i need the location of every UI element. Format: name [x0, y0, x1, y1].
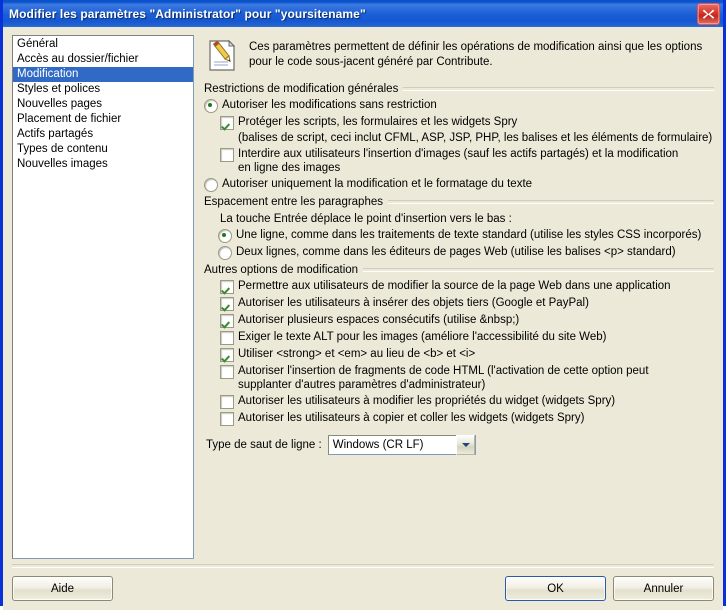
checkbox-copy-paste-widgets-row[interactable]: [204, 411, 714, 426]
radio-one-line-row[interactable]: [204, 228, 714, 243]
checkbox-multiple-spaces-label[interactable]: Autoriser plusieurs espaces consécutifs (utilise &nbsp;): [238, 314, 520, 326]
radio-text-only[interactable]: [204, 178, 218, 192]
checkbox-third-party-objects[interactable]: [220, 297, 234, 311]
checkbox-require-alt-text-label[interactable]: Exiger le texte ALT pour les images (améliore l'accessibilité du site Web): [238, 331, 607, 343]
protect-scripts-note: (balises de script, ceci inclut CFML, ASP, JSP, PHP, les balises et les éléments de formulaire): [238, 132, 713, 144]
checkbox-html-snippets[interactable]: [220, 365, 234, 379]
line-break-type-value: Windows (CR LF): [332, 439, 424, 451]
radio-text-only-row[interactable]: [204, 177, 714, 192]
group-title: Espacement entre les paragraphes: [204, 196, 383, 208]
footer-divider: [12, 564, 714, 568]
page-with-pencil-glyph: [207, 37, 241, 73]
group-editing-restrictions: [204, 82, 714, 192]
radio-unrestricted-label[interactable]: Autoriser les modifications sans restriction: [222, 99, 437, 111]
sidebar-item-file-placement[interactable]: Placement de fichier: [17, 113, 122, 125]
checkbox-require-alt-text-row[interactable]: [204, 330, 714, 345]
checkbox-protect-scripts-label[interactable]: Protéger les scripts, les formulaires et les widgets Spry: [238, 116, 518, 128]
sidebar-item-general[interactable]: Général: [17, 38, 58, 50]
checkbox-edit-widget-properties-label[interactable]: Autoriser les utilisateurs à modifier les propriétés du widget (widgets Spry): [238, 395, 616, 407]
help-button[interactable]: Aide: [12, 576, 113, 601]
checkbox-forbid-images-label[interactable]: Interdire aux utilisateurs l'insertion d'images (sauf les actifs partagés) et la modification en ligne des images: [238, 148, 679, 174]
group-header: [204, 263, 714, 277]
chevron-down-icon[interactable]: [456, 435, 475, 455]
group-header: [204, 195, 714, 209]
close-icon[interactable]: [697, 3, 720, 25]
checkbox-strong-em-row[interactable]: [204, 347, 714, 362]
line-break-type-row: [204, 435, 714, 455]
close-x-glyph: [701, 7, 716, 21]
sidebar-item-new-pages[interactable]: Nouvelles pages: [17, 98, 103, 110]
sidebar-item-folder-file-access[interactable]: Accès au dossier/fichier: [17, 53, 139, 65]
group-divider: [363, 268, 714, 272]
checkbox-copy-paste-widgets[interactable]: [220, 412, 234, 426]
line-break-type-label: Type de saut de ligne :: [206, 439, 322, 451]
radio-text-only-label[interactable]: Autoriser uniquement la modification et le formatage du texte: [222, 178, 533, 190]
sidebar-item-styles-fonts[interactable]: Styles et polices: [17, 83, 101, 95]
pane-description: Ces paramètres permettent de définir les opérations de modification ainsi que les options pour le code sous-jacent généré par Contribute.: [249, 41, 703, 68]
settings-pane: [194, 35, 714, 559]
group-other-options: [204, 263, 714, 455]
radio-two-lines-label[interactable]: Deux lignes, comme dans les éditeurs de pages Web (utilise les balises <p> standard): [236, 246, 676, 258]
radio-one-line-label[interactable]: Une ligne, comme dans les traitements de texte standard (utilise les styles CSS incorporés): [236, 229, 702, 241]
checkbox-edit-source-label[interactable]: Permettre aux utilisateurs de modifier la source de la page Web dans une application: [238, 280, 671, 292]
checkbox-multiple-spaces-row[interactable]: [204, 313, 714, 328]
sidebar-item-new-images[interactable]: Nouvelles images: [17, 158, 108, 170]
radio-two-lines-row[interactable]: [204, 245, 714, 260]
checkbox-protect-scripts[interactable]: [220, 116, 234, 130]
checkbox-multiple-spaces[interactable]: [220, 314, 234, 328]
checkbox-strong-em-label[interactable]: Utiliser <strong> et <em> au lieu de <b> et <i>: [238, 348, 476, 360]
checkbox-edit-widget-properties-row[interactable]: [204, 394, 714, 409]
checkbox-forbid-images-row[interactable]: [204, 147, 714, 175]
page-with-pencil-icon: [207, 37, 241, 73]
group-paragraph-spacing: [204, 195, 714, 260]
radio-unrestricted-row[interactable]: [204, 98, 714, 113]
checkbox-protect-scripts-row[interactable]: [204, 115, 714, 130]
radio-two-lines[interactable]: [218, 246, 232, 260]
group-header: [204, 82, 714, 96]
title-bar: [3, 0, 723, 27]
sidebar-item-modification[interactable]: Modification: [13, 67, 193, 82]
checkbox-edit-source[interactable]: [220, 280, 234, 294]
sidebar-item-content-types[interactable]: Types de contenu: [17, 143, 108, 155]
group-divider: [403, 87, 714, 91]
checkbox-third-party-objects-row[interactable]: [204, 296, 714, 311]
checkbox-html-snippets-label[interactable]: Autoriser l'insertion de fragments de code HTML (l'activation de cette option peut supplanter d'autres paramètres d'administrateur): [238, 365, 649, 391]
window-title: Modifier les paramètres "Administrator" pour "yoursitename": [9, 6, 366, 21]
group-title: Restrictions de modification générales: [204, 83, 399, 95]
checkbox-edit-widget-properties[interactable]: [220, 395, 234, 409]
cancel-button[interactable]: Annuler: [613, 576, 714, 601]
line-break-type-select[interactable]: [328, 435, 476, 455]
dialog-footer: [12, 564, 714, 610]
checkbox-require-alt-text[interactable]: [220, 331, 234, 345]
group-title: Autres options de modification: [204, 264, 359, 276]
dialog-body: [3, 27, 723, 610]
ok-button[interactable]: OK: [505, 576, 606, 601]
checkbox-html-snippets-row[interactable]: [204, 364, 714, 392]
pane-header: [204, 35, 714, 79]
checkbox-strong-em[interactable]: [220, 348, 234, 362]
radio-one-line[interactable]: [218, 229, 232, 243]
content-row: [12, 35, 714, 559]
group-divider: [388, 200, 714, 204]
checkbox-copy-paste-widgets-label[interactable]: Autoriser les utilisateurs à copier et coller les widgets (widgets Spry): [238, 412, 585, 424]
spacing-prompt: La touche Entrée déplace le point d'insertion vers le bas :: [220, 213, 512, 225]
checkbox-forbid-images[interactable]: [220, 148, 234, 162]
radio-unrestricted[interactable]: [204, 99, 218, 113]
category-list[interactable]: [12, 35, 194, 559]
checkbox-edit-source-row[interactable]: [204, 279, 714, 294]
sidebar-item-shared-assets[interactable]: Actifs partagés: [17, 128, 94, 140]
checkbox-third-party-objects-label[interactable]: Autoriser les utilisateurs à insérer des objets tiers (Google et PayPal): [238, 297, 589, 309]
footer-buttons: [12, 576, 714, 601]
